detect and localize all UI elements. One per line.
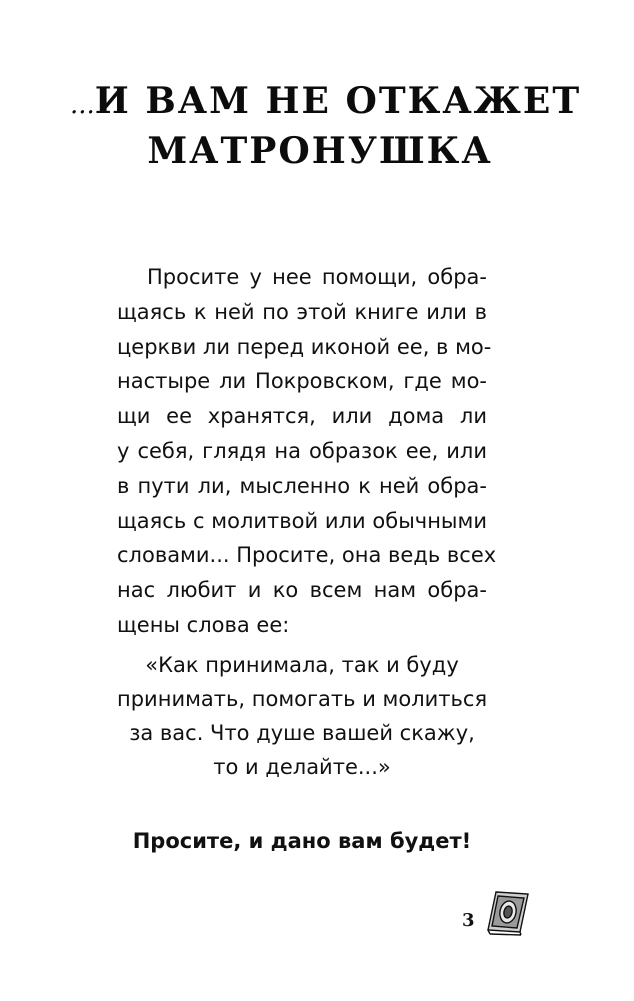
body-line: у себя, глядя на образок ее, или — [117, 438, 487, 463]
page-title — [70, 78, 582, 174]
quote-line: «Как принимала, так и буду — [145, 653, 459, 677]
quote-block — [117, 648, 487, 784]
body-paragraph — [117, 260, 497, 643]
book-icon — [484, 888, 532, 936]
body-line: Просите у нее помощи, обра- — [147, 265, 487, 289]
title-line-2: МАТРОНУШКА — [147, 130, 493, 172]
body-line: в пути ли, мысленно к ней обра- — [117, 473, 487, 498]
body-line: щены слова ее: — [117, 612, 290, 637]
body-line: щаясь к ней по этой книге или в — [117, 299, 487, 324]
body-line: словами... Просите, она ведь всех — [117, 543, 497, 568]
body-line: церкви ли перед иконой ее, в мо- — [117, 334, 492, 359]
title-ellipsis: ... — [70, 90, 95, 120]
body-line: нас любит и ко всем нам обра- — [117, 578, 487, 603]
body-line: щи ее хранятся, или дома ли — [117, 404, 487, 429]
body-line: настыре ли Покровском, где мо- — [117, 369, 487, 394]
body-line: щаясь с молитвой или обычными — [117, 508, 487, 533]
title-line-1 — [70, 78, 582, 128]
quote-line: то и делайте...» — [213, 755, 391, 779]
quote-line: за вас. Что душе вашей скажу, — [129, 721, 475, 745]
page-footer — [462, 888, 542, 940]
page-number: 3 — [462, 910, 475, 931]
quote-line: принимать, помогать и молиться — [117, 687, 488, 711]
title-line-1-text: И ВАМ НЕ ОТКАЖЕТ — [94, 80, 582, 122]
closing-line: Просите, и дано вам будет! — [132, 829, 472, 853]
